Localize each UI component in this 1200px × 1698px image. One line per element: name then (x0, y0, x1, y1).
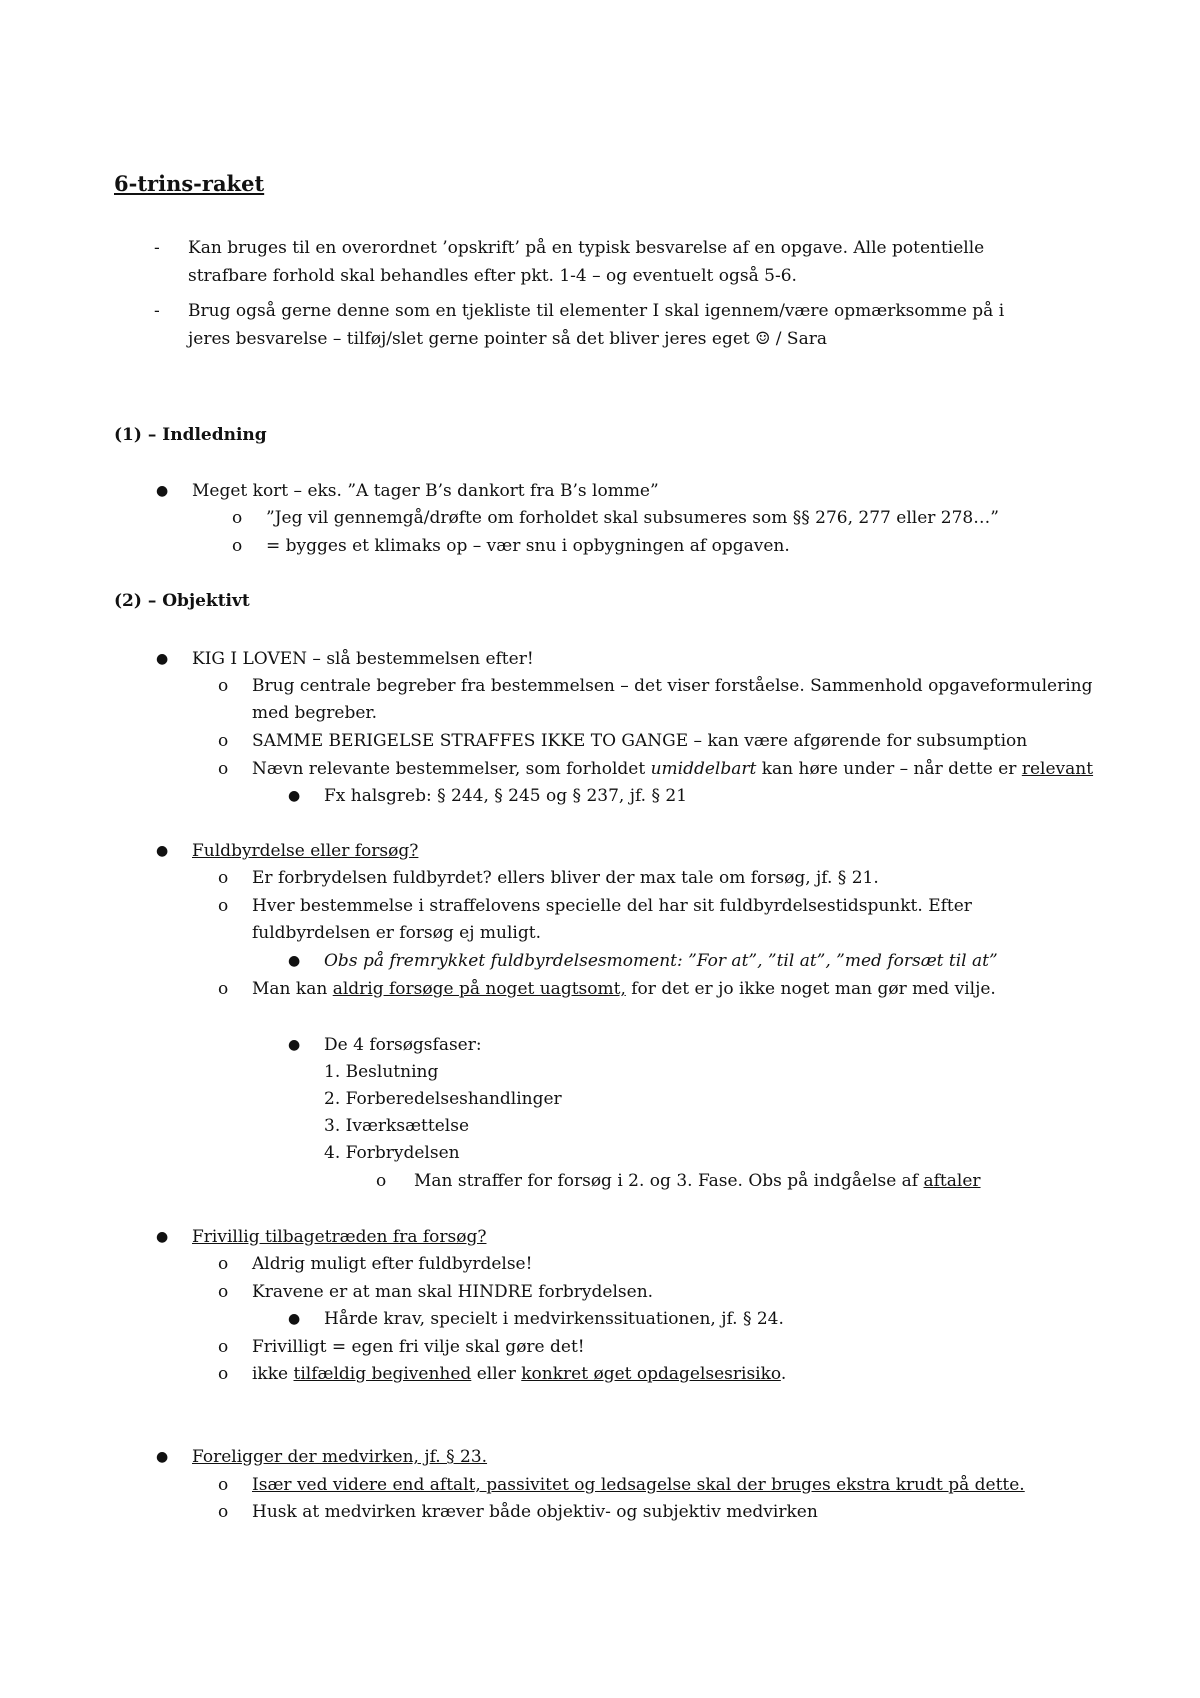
sub-bullet-marker: o (376, 1171, 387, 1191)
s2-b3-sub-2: Kravene er at man skal HINDRE forbrydelsen. (252, 1282, 654, 1302)
bullet-marker: ● (288, 953, 301, 969)
s2-b2-sub-1: Er forbrydelsen fuldbyrdet? ellers bliver der max tale om forsøg, jf. § 21. (252, 868, 879, 888)
s2-sub-3-sq: Fx halsgreb: § 244, § 245 og § 237, jf. § 21 (324, 786, 688, 806)
intro-line-4: jeres besvarelse – tilføj/slet gerne pointer så det bliver jeres eget ☺ / Sara (188, 329, 827, 349)
text-run: ikke (252, 1364, 294, 1384)
text-run-underlined: relevant (1021, 759, 1094, 779)
phase-3: 3. Iværksættelse (324, 1116, 469, 1136)
sub-bullet-marker: o (218, 1254, 229, 1274)
sub-bullet-marker: o (218, 759, 229, 779)
text-run-underlined: konkret øget opdagelsesrisiko (521, 1364, 781, 1384)
s2-b3-sub-4 (252, 1363, 786, 1385)
bullet-marker: ● (156, 651, 169, 667)
s2-sub-1a: Brug centrale begreber fra bestemmelsen – det viser forståelse. Sammenhold opgaveformulering (252, 676, 1093, 696)
phase-1: 1. Beslutning (324, 1062, 439, 1082)
intro-line-3: Brug også gerne denne som en tjekliste til elementer I skal igennem/være opmærksomme på i (188, 301, 1005, 321)
intro-line-2: strafbare forhold skal behandles efter pkt. 1-4 – og eventuelt også 5-6. (188, 266, 797, 286)
s1-sub-2: = bygges et klimaks op – vær snu i opbygningen af opgaven. (266, 536, 790, 556)
bullet-marker: ● (288, 788, 301, 804)
text-run: . (780, 1364, 787, 1384)
text-run: eller (471, 1364, 522, 1384)
s2-b4-sub-2: Husk at medvirken kræver både objektiv- og subjektiv medvirken (252, 1502, 818, 1522)
bullet-marker: ● (156, 483, 169, 499)
s2-b3-sub-3: Frivilligt = egen fri vilje skal gøre det! (252, 1337, 585, 1357)
dash-marker: - (154, 238, 160, 258)
s2-bullet-2: Fuldbyrdelse eller forsøg? (192, 841, 419, 861)
page-title: 6-trins-raket (114, 171, 265, 196)
bullet-marker: ● (156, 1449, 169, 1465)
sub-bullet-marker: o (218, 868, 229, 888)
phases-note (414, 1170, 981, 1192)
phase-2: 2. Forberedelseshandlinger (324, 1089, 562, 1109)
sub-bullet-marker: o (232, 536, 243, 556)
sub-bullet-marker: o (218, 676, 229, 696)
sub-bullet-marker: o (218, 896, 229, 916)
bullet-marker: ● (288, 1311, 301, 1327)
s2-b3-sub-1: Aldrig muligt efter fuldbyrdelse! (252, 1254, 533, 1274)
sub-bullet-marker: o (218, 1502, 229, 1522)
section-1-heading: (1) – Indledning (114, 425, 267, 445)
s2-bullet-3: Frivillig tilbagetræden fra forsøg? (192, 1227, 487, 1247)
sub-bullet-marker: o (232, 508, 243, 528)
sub-bullet-marker: o (218, 731, 229, 751)
bullet-marker: ● (156, 843, 169, 859)
text-run: Man kan (252, 979, 333, 999)
intro-line-1: Kan bruges til en overordnet ’opskrift’ på en typisk besvarelse af en opgave. Alle potentielle (188, 238, 985, 258)
text-run-underlined: tilfældig begivenhed (293, 1364, 472, 1384)
text-run-underlined: aftaler (923, 1171, 981, 1191)
s1-sub-1: ”Jeg vil gennemgå/drøfte om forholdet skal subsumeres som §§ 276, 277 eller 278…” (266, 508, 999, 528)
s2-b2-sub-3 (252, 978, 996, 1000)
bullet-marker: ● (156, 1229, 169, 1245)
s2-bullet-1: KIG I LOVEN – slå bestemmelsen efter! (192, 649, 534, 669)
s2-b3-sub-2-sq: Hårde krav, specielt i medvirkenssituationen, jf. § 24. (324, 1309, 784, 1329)
s2-sub-2: SAMME BERIGELSE STRAFFES IKKE TO GANGE – kan være afgørende for subsumption (252, 731, 1028, 751)
s2-b2-sub-2-sq: Obs på fremrykket fuldbyrdelsesmoment: ”For at”, ”til at”, ”med forsæt til at” (324, 951, 998, 971)
phases-title: De 4 forsøgsfaser: (324, 1035, 482, 1055)
text-run: Man straffer for forsøg i 2. og 3. Fase. Obs på indgåelse af (414, 1171, 924, 1191)
s2-sub-3 (252, 758, 1093, 780)
phase-4: 4. Forbrydelsen (324, 1143, 460, 1163)
sub-bullet-marker: o (218, 1475, 229, 1495)
sub-bullet-marker: o (218, 1337, 229, 1357)
text-run-underlined: aldrig forsøge på noget uagtsomt, (332, 979, 626, 999)
bullet-marker: ● (288, 1037, 301, 1053)
sub-bullet-marker: o (218, 979, 229, 999)
s2-b2-sub-2b: fuldbyrdelsen er forsøg ej muligt. (252, 923, 541, 943)
text-run-italic: umiddelbart (650, 759, 757, 779)
sub-bullet-marker: o (218, 1282, 229, 1302)
s2-bullet-4: Foreligger der medvirken, jf. § 23. (192, 1447, 488, 1467)
sub-bullet-marker: o (218, 1364, 229, 1384)
s2-sub-1b: med begreber. (252, 703, 378, 723)
s1-bullet-1: Meget kort – eks. ”A tager B’s dankort fra B’s lomme” (192, 481, 659, 501)
text-run: Nævn relevante bestemmelser, som forholdet (252, 759, 651, 779)
section-2-heading: (2) – Objektivt (114, 591, 250, 611)
dash-marker: - (154, 301, 160, 321)
text-run: kan høre under – når dette er (756, 759, 1022, 779)
s2-b2-sub-2a: Hver bestemmelse i straffelovens specielle del har sit fuldbyrdelsestidspunkt. Efter (252, 896, 972, 916)
s2-b4-sub-1: Især ved videre end aftalt, passivitet og ledsagelse skal der bruges ekstra krudt på dette. (252, 1475, 1025, 1495)
text-run: for det er jo ikke noget man gør med vilje. (625, 979, 996, 999)
